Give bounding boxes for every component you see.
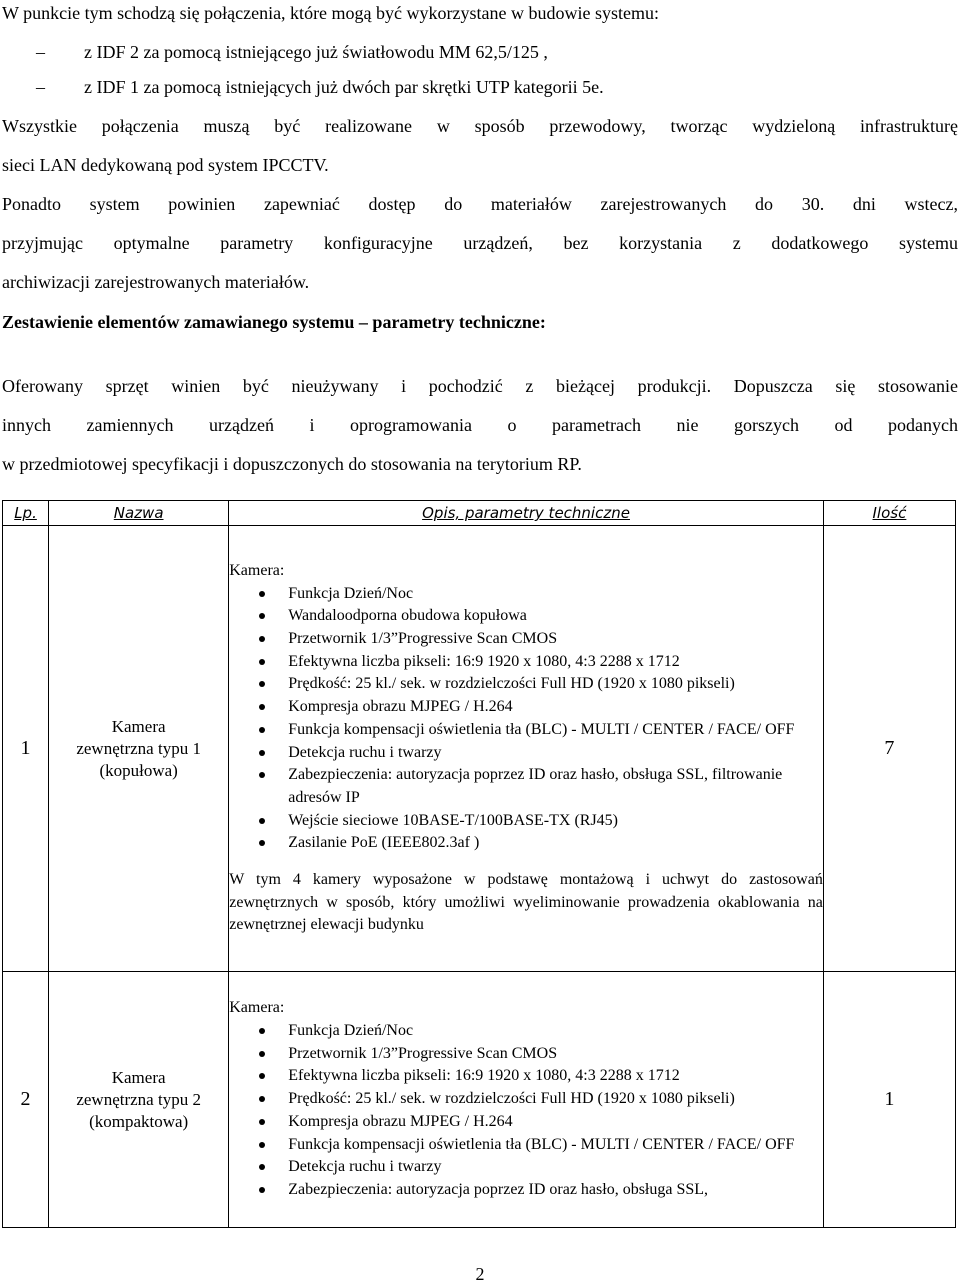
- feature-list: [229, 583, 823, 855]
- row-lp: 1: [3, 526, 49, 972]
- header-name: Nazwa: [49, 501, 229, 526]
- feature-list: [229, 1020, 823, 1202]
- table-row: [3, 972, 956, 1228]
- feature-item: Prędkość: 25 kl./ sek. w rozdzielczości Full HD (1920 x 1080 pikseli): [229, 673, 823, 696]
- connections-lead: W punkcie tym schodzą się połączenia, które mogą być wykorzystane w budowie systemu:: [2, 3, 659, 23]
- row-note: W tym 4 kamery wyposażone w podstawę montażową i uchwyt do zastosowań zewnętrznych w sposób, który umożliwi wyeliminowanie prowadzenia okablowania na zewnętrznej elewacji budynku: [229, 871, 823, 934]
- feature-item: Efektywna liczba pikseli: 16:9 1920 x 1080, 4:3 2288 x 1712: [229, 1065, 823, 1088]
- table-header-row: [3, 501, 956, 526]
- header-qty: Ilość: [823, 501, 955, 526]
- feature-item: Kompresja obrazu MJPEG / H.264: [229, 1111, 823, 1134]
- feature-item: Funkcja Dzień/Noc: [229, 1020, 823, 1043]
- table-row: [3, 526, 956, 972]
- feature-item: Funkcja kompensacji oświetlenia tła (BLC) - MULTI / CENTER / FACE/ OFF: [229, 1134, 823, 1157]
- paragraph-line: przyjmując optymalne parametry konfiguracyjne urządzeń, bez korzystania z dodatkowego systemu: [2, 233, 958, 253]
- row-desc: [229, 972, 824, 1228]
- feature-item: Detekcja ruchu i twarzy: [229, 742, 823, 765]
- dash-bullet: –: [36, 42, 45, 62]
- paragraph-line: archiwizacji zarejestrowanych materiałów.: [2, 272, 310, 292]
- dash-bullet: –: [36, 77, 45, 97]
- desc-title: Kamera:: [229, 561, 285, 579]
- feature-item: Funkcja Dzień/Noc: [229, 583, 823, 606]
- feature-item: Zabezpieczenia: autoryzacja poprzez ID oraz hasło, obsługa SSL, filtrowanie adresów IP: [229, 764, 823, 809]
- feature-item: Przetwornik 1/3”Progressive Scan CMOS: [229, 1043, 823, 1066]
- feature-item: Kompresja obrazu MJPEG / H.264: [229, 696, 823, 719]
- feature-item: Detekcja ruchu i twarzy: [229, 1156, 823, 1179]
- feature-item: Prędkość: 25 kl./ sek. w rozdzielczości Full HD (1920 x 1080 pikseli): [229, 1088, 823, 1111]
- page-number: 2: [475, 1264, 485, 1284]
- feature-item: Efektywna liczba pikseli: 16:9 1920 x 1080, 4:3 2288 x 1712: [229, 651, 823, 674]
- paragraph-line: Ponadto system powinien zapewniać dostęp do materiałów zarejestrowanych do 30. dni wstecz,: [2, 194, 958, 214]
- row-qty: 7: [823, 526, 955, 972]
- feature-item: Wandaloodporna obudowa kopułowa: [229, 605, 823, 628]
- section-heading: Zestawienie elementów zamawianego systemu – parametry techniczne:: [2, 312, 546, 332]
- header-lp: Lp.: [3, 501, 49, 526]
- feature-item: Wejście sieciowe 10BASE-T/100BASE-TX (RJ45): [229, 810, 823, 833]
- desc-title: Kamera:: [229, 999, 285, 1017]
- row-qty: 1: [823, 972, 955, 1228]
- row-name: Kamera zewnętrzna typu 1 (kopułowa): [49, 526, 229, 972]
- spec-table: [2, 500, 956, 1228]
- feature-item: Przetwornik 1/3”Progressive Scan CMOS: [229, 628, 823, 651]
- paragraph-line: Wszystkie połączenia muszą być realizowane w sposób przewodowy, tworząc wydzieloną infrastrukturę: [2, 116, 958, 136]
- paragraph-line: Oferowany sprzęt winien być nieużywany i pochodzić z bieżącej produkcji. Dopuszcza się stosowanie: [2, 376, 958, 396]
- row-lp: 2: [3, 972, 49, 1228]
- connection-text: z IDF 2 za pomocą istniejącego już światłowodu MM 62,5/125 ,: [84, 42, 548, 62]
- feature-item: Zabezpieczenia: autoryzacja poprzez ID oraz hasło, obsługa SSL,: [229, 1179, 823, 1202]
- paragraph-line: innych zamiennych urządzeń i oprogramowania o parametrach nie gorszych od podanych: [2, 415, 958, 435]
- feature-item: Funkcja kompensacji oświetlenia tła (BLC) - MULTI / CENTER / FACE/ OFF: [229, 719, 823, 742]
- feature-item: Zasilanie PoE (IEEE802.3af ): [229, 832, 823, 855]
- paragraph-line: sieci LAN dedykowaną pod system IPCCTV.: [2, 155, 329, 175]
- paragraph-line: w przedmiotowej specyfikacji i dopuszczonych do stosowania na terytorium RP.: [2, 454, 582, 474]
- row-desc: [229, 526, 824, 972]
- header-desc: Opis, parametry techniczne: [229, 501, 824, 526]
- connection-text: z IDF 1 za pomocą istniejących już dwóch par skrętki UTP kategorii 5e.: [84, 77, 604, 97]
- row-name: Kamera zewnętrzna typu 2 (kompaktowa): [49, 972, 229, 1228]
